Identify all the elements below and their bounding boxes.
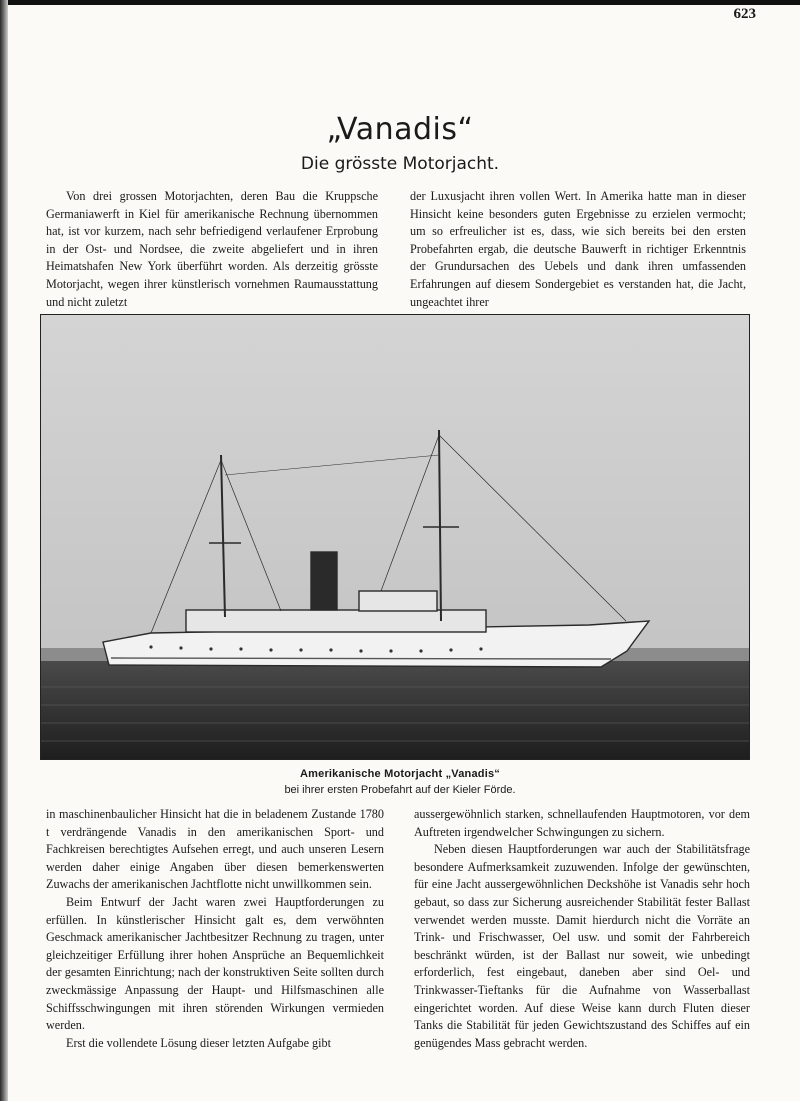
photo-caption [0,766,800,798]
paragraph: Neben diesen Hauptforderungen war auch der Stabilitätsfrage besondere Aufmerksamkeit zuzuwenden. Infolge der gewünschten, für eine Jacht aussergewöhnlichen Deckshöhe ist Vanadis sehr hoch gebaut, so dass zur Sicherung ausreichender Stabilität fester Ballast verwendet werden musste. Damit hierdurch nicht die Vorräte an Trink- und Frischwasser, Oel usw. und somit der Fahrbereich beschränkt würden, ist der Ballast nur soweit, wie unbedingt erforderlich, fest eingebaut, daneben aber sind Oel- und Trinkwasser-Tieftanks für die Aufnahme von Wasserballast eingerichtet worden. Auf diese Weise kann durch Fluten dieser Tanks die Stabilität für jeden Gewichtszustand des Schiffes auf ein genügendes Mass gebracht werden. [414,842,750,1050]
funnel [311,552,337,610]
caption-subtitle: bei ihrer ersten Probefahrt auf der Kieler Förde. [284,784,516,796]
paragraph: aussergewöhnlich starken, schnellaufenden Hauptmotoren, vor dem Auftreten irgendwelcher Schwingungen zu sichern. [414,807,750,839]
text-column-top-right [410,188,746,311]
paragraph: in maschinenbaulicher Hinsicht hat die in beladenem Zustande 1780 t verdrängende Vanadis in den amerikanischen Sport- und Fachkreisen berechtigtes Aufsehen erregt, und auch unseren Lesern werden daher einige Angaben über diesen bemerkenswerten Zuwachs der amerikanischen Jachtflotte nicht unwillkommen sein. [46,807,384,892]
bridge [359,591,437,611]
paragraph: Erst die vollendete Lösung dieser letzten Aufgabe gibt [66,1035,332,1050]
paragraph: Von drei grossen Motorjachten, deren Bau die Kruppsche Germaniawerft in Kiel für amerikanische Rechnung übernommen hat, ist vor kurzem, nach sehr befriedigend verlaufener Erprobung in der Ost- und Nordsee, die zweite abgeliefert und in ihren Heimatshafen New York überführt worden. Als derzeitig grösste Motorjacht, wegen ihrer künstlerisch vornehmen Raumausstattung und nicht zuletzt [46,189,378,309]
paragraph: Beim Entwurf der Jacht waren zwei Hauptforderungen zu erfüllen. In künstlerischer Hinsicht galt es, dem verwöhnten Geschmack amerikanischer Jachtbesitzer Rechnung zu tragen, unter gleichzeitiger Erfüllung ihrer hohen Ansprüche an Bequemlichkeit der gesamten Einrichtung; nach der konstruktiven Seite sollten durch zweckmässige Anpassung der Haupt- und Hilfsmaschinen alle Schiffsschwingungen mit ihren störenden Wirkungen vermieden werden. [46,894,384,1033]
article-title: „Vanadis“ [326,112,474,147]
text-column-bottom-right [414,806,750,1052]
page-number: 623 [733,6,756,22]
text-column-top-left [46,188,378,311]
text-column-bottom-left [46,806,384,1052]
sea [41,661,749,759]
article-subtitle: Die grösste Motorjacht. [300,154,500,174]
paragraph: der Luxusjacht ihren vollen Wert. In Amerika hatte man in dieser Hinsicht keine besonders guten Ergebnisse zu erzielen vermocht; um so erfreulicher ist es, dass, wie sich bereits bei den ersten Probefahrten ergab, die deutsche Bauwerft in richtiger Erkenntnis der Grundursachen des Uebels und dank ihren umfassenden Erfahrungen auf diesem Sondergebiet es verstanden hat, die Jacht, ungeachtet ihrer [410,189,746,309]
yacht-photograph [40,314,750,760]
caption-title: Amerikanische Motorjacht „Vanadis“ [300,768,500,780]
